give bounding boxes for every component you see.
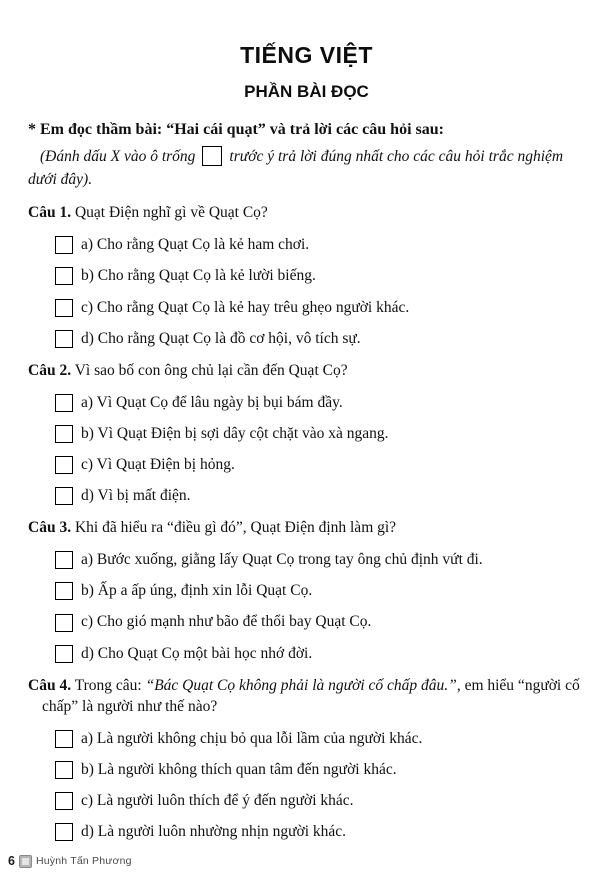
answer-checkbox[interactable] bbox=[55, 299, 73, 317]
question-label: Câu 4. bbox=[28, 676, 72, 694]
question-3 bbox=[28, 518, 585, 663]
option-text: d) Cho Quạt Cọ một bài học nhớ đời. bbox=[81, 644, 313, 662]
option-row-1b bbox=[55, 266, 585, 286]
answer-checkbox[interactable] bbox=[55, 394, 73, 412]
answer-checkbox[interactable] bbox=[55, 267, 73, 285]
option-text: a) Cho rằng Quạt Cọ là kẻ ham chơi. bbox=[81, 236, 310, 254]
option-text: c) Cho gió mạnh như bão để thổi bay Quạt Cọ. bbox=[81, 613, 372, 631]
reading-instruction: * Em đọc thầm bài: “Hai cái quạt” và trả lời các câu hỏi sau: bbox=[28, 121, 444, 138]
question-4-heading bbox=[28, 676, 585, 718]
answer-checkbox[interactable] bbox=[55, 614, 73, 632]
page-title: TIẾNG VIỆT bbox=[240, 42, 373, 68]
option-text: a) Bước xuống, giằng lấy Quạt Cọ trong tay ông chủ định vứt đi. bbox=[81, 551, 483, 569]
answer-checkbox[interactable] bbox=[55, 823, 73, 841]
author-name: Huỳnh Tấn Phương bbox=[35, 855, 132, 867]
question-label: Câu 2. bbox=[28, 361, 72, 379]
section-subtitle: PHẦN BÀI ĐỌC bbox=[244, 82, 369, 101]
answer-checkbox[interactable] bbox=[55, 792, 73, 810]
question-2 bbox=[28, 361, 585, 506]
option-text: b) Vì Quạt Điện bị sợi dây cột chặt vào xà ngang. bbox=[81, 424, 389, 442]
option-text: a) Là người không chịu bỏ qua lỗi lầm của người khác. bbox=[81, 729, 423, 747]
option-row-3a bbox=[55, 550, 585, 570]
option-text: c) Vì Quạt Điện bị hỏng. bbox=[81, 455, 235, 473]
page-number: 6 bbox=[8, 854, 15, 868]
question-1-heading bbox=[28, 203, 585, 224]
question-4 bbox=[28, 676, 585, 842]
answer-checkbox[interactable] bbox=[55, 761, 73, 779]
answer-checkbox[interactable] bbox=[55, 330, 73, 348]
option-row-1d bbox=[55, 329, 585, 349]
sample-checkbox-icon bbox=[202, 146, 222, 166]
answer-checkbox[interactable] bbox=[55, 551, 73, 569]
option-text: c) Là người luôn thích để ý đến người khác. bbox=[81, 791, 354, 809]
option-text: b) Cho rằng Quạt Cọ là kẻ lười biếng. bbox=[81, 267, 316, 285]
option-row-1a bbox=[55, 235, 585, 255]
answer-checkbox[interactable] bbox=[55, 236, 73, 254]
option-row-1c bbox=[55, 298, 585, 318]
option-row-2c bbox=[55, 455, 585, 475]
option-text: b) Là người không thích quan tâm đến người khác. bbox=[81, 760, 397, 778]
option-text: c) Cho rằng Quạt Cọ là kẻ hay trêu ghẹo người khác. bbox=[81, 298, 410, 316]
option-row-2b bbox=[55, 424, 585, 444]
answer-checkbox[interactable] bbox=[55, 456, 73, 474]
option-row-4a bbox=[55, 729, 585, 749]
option-row-3d bbox=[55, 644, 585, 664]
question-text-prefix: Trong câu: bbox=[74, 676, 146, 694]
marking-instruction-after: trước ý trả lời đúng nhất cho các câu hỏi trắc nghiệm dưới đây). bbox=[28, 147, 564, 189]
option-row-4d bbox=[55, 822, 585, 842]
option-text: d) Là người luôn nhường nhịn người khác. bbox=[81, 823, 347, 841]
option-row-4b bbox=[55, 760, 585, 780]
answer-checkbox[interactable] bbox=[55, 645, 73, 663]
question-label: Câu 1. bbox=[28, 204, 72, 222]
option-text: d) Vì bị mất điện. bbox=[81, 487, 191, 505]
question-text: Quạt Điện nghĩ gì về Quạt Cọ? bbox=[74, 204, 268, 222]
question-label: Câu 3. bbox=[28, 519, 72, 537]
page-footer bbox=[8, 854, 132, 868]
option-row-2d bbox=[55, 486, 585, 506]
answer-checkbox[interactable] bbox=[55, 425, 73, 443]
question-2-heading bbox=[28, 361, 585, 382]
question-text-suffix: , em hiểu “người cố chấp” là người như thế nào? bbox=[42, 676, 580, 715]
answer-checkbox[interactable] bbox=[55, 730, 73, 748]
option-text: d) Cho rằng Quạt Cọ là đồ cơ hội, vô tích sự. bbox=[81, 329, 361, 347]
marking-instruction-before: (Đánh dấu X vào ô trống bbox=[40, 147, 196, 165]
question-text: Khi đã hiểu ra “điều gì đó”, Quạt Điện định làm gì? bbox=[74, 519, 397, 537]
publisher-logo-icon bbox=[19, 855, 32, 868]
question-1 bbox=[28, 203, 585, 348]
option-row-4c bbox=[55, 791, 585, 811]
answer-checkbox[interactable] bbox=[55, 582, 73, 600]
question-3-heading bbox=[28, 518, 585, 539]
marking-instruction bbox=[28, 145, 585, 192]
option-row-2a bbox=[55, 393, 585, 413]
option-row-3c bbox=[55, 612, 585, 632]
option-text: a) Vì Quạt Cọ để lâu ngày bị bụi bám đầy. bbox=[81, 393, 343, 411]
question-text-quote: “Bác Quạt Cọ không phải là người cố chấp đâu.” bbox=[145, 676, 457, 694]
answer-checkbox[interactable] bbox=[55, 487, 73, 505]
option-row-3b bbox=[55, 581, 585, 601]
option-text: b) Ấp a ấp úng, định xin lỗi Quạt Cọ. bbox=[81, 582, 313, 600]
question-text: Vì sao bố con ông chủ lại cần đến Quạt Cọ? bbox=[74, 361, 348, 379]
